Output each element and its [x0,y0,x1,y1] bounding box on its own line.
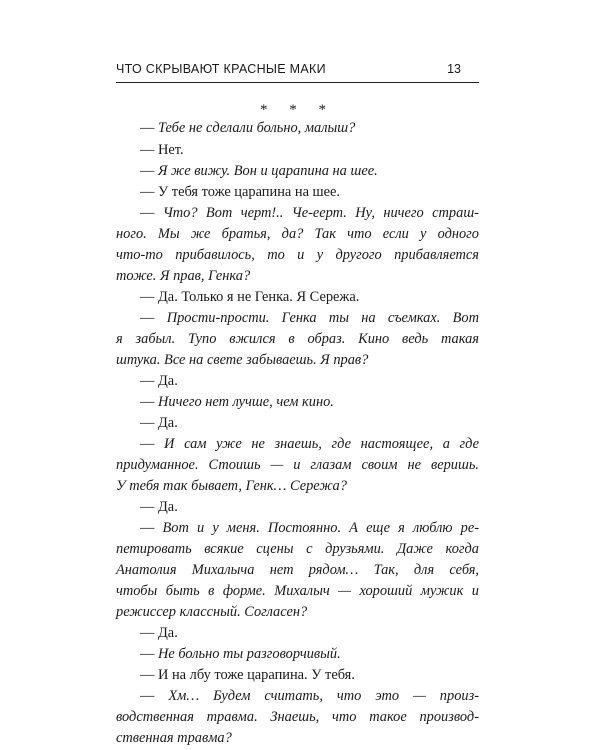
text-segment: тоже. Я прав, Генка? [116,268,251,284]
section-separator: * * * [260,102,335,118]
text-segment: — [140,163,158,179]
text-segment: — Да. Только я не Генка. Я Сережа. [140,289,360,305]
text-segment: — [140,520,163,536]
text-segment: ного. Мы же братья, да? Так что если у одного [116,226,479,242]
text-segment: — [140,310,167,326]
text-line [116,245,479,265]
text-segment: штука. Все на свете забываешь. Я прав? [116,352,369,368]
text-segment: ственная травма? [116,730,232,746]
text-line [116,329,479,349]
text-line [116,602,479,622]
text-line [116,476,479,496]
text-line [116,287,479,307]
text-segment: Анатолия Михалыча нет рядом… Так, для себя, [116,562,479,578]
text-segment: — И на лбу тоже царапина. У тебя. [140,667,355,683]
text-segment: — Нет. [140,142,184,158]
text-line [116,161,479,181]
text-segment: — [140,205,163,221]
text-segment: — Да. [140,373,178,389]
text-line [116,728,479,748]
text-segment: Я же вижу. Вон и царапина на шее. [158,163,378,179]
text-segment: я забыл. Тупо вжился в образ. Кино ведь такая [116,331,479,347]
text-segment: Не больно ты разговорчивый. [158,646,341,662]
text-segment: — У тебя тоже царапина на шее. [140,184,341,200]
text-segment: петировать всякие сцены с друзьями. Даже когда [116,541,479,557]
text-line [116,644,479,664]
text-line [116,413,479,433]
text-segment: водственная травма. Знаешь, что такое производ- [116,709,479,725]
text-line [116,224,479,244]
text-line [116,686,479,706]
text-segment: придуманное. Стоишь — и глазам своим не веришь. [116,457,479,473]
text-segment: Ничего нет лучше, чем кино. [158,394,334,410]
text-line [116,434,479,454]
text-line [116,623,479,643]
text-line [116,203,479,223]
text-line [116,350,479,370]
text-line [116,371,479,391]
header-rule [116,82,479,83]
text-segment: Тебе не сделали больно, малыш? [158,120,356,136]
text-segment: — Да. [140,415,178,431]
text-line [116,560,479,580]
text-line [116,118,479,138]
running-title: ЧТО СКРЫВАЮТ КРАСНЫЕ МАКИ [116,62,326,76]
text-line [116,308,479,328]
text-line [116,539,479,559]
text-segment: что-то прибавилось, то и у другого прибавляется [116,247,479,263]
text-line [116,455,479,475]
page-number: 13 [447,62,461,76]
text-segment: — [140,436,165,452]
text-segment: У тебя так бывает, Генк… Сережа? [116,478,347,494]
text-segment: — [140,120,158,136]
text-segment: — Да. [140,625,178,641]
text-line [116,266,479,286]
text-line [116,140,479,160]
text-segment: — [140,646,158,662]
text-segment: И сам уже не знаешь, где настоящее, а где [164,436,479,452]
text-line [116,707,479,727]
text-segment: чтобы быть в форме. Михалыч — хороший мужик и [116,583,479,599]
text-line [116,182,479,202]
text-segment: — [140,394,158,410]
text-line [116,581,479,601]
text-line [116,518,479,538]
text-segment: — Да. [140,499,178,515]
text-line [116,497,479,517]
text-line [116,665,479,685]
text-segment: Хм… Будем считать, что это — произ- [168,688,479,704]
text-line [116,392,479,412]
text-segment: Что? Вот черт!.. Че-еерт. Ну, ничего страш- [162,205,479,221]
text-segment: — [140,688,169,704]
text-segment: Прости-прости. Генка ты на съемках. Вот [166,310,479,326]
text-segment: Вот и у меня. Постоянно. А еще я люблю ре- [162,520,479,536]
text-segment: режиссер классный. Согласен? [116,604,308,620]
